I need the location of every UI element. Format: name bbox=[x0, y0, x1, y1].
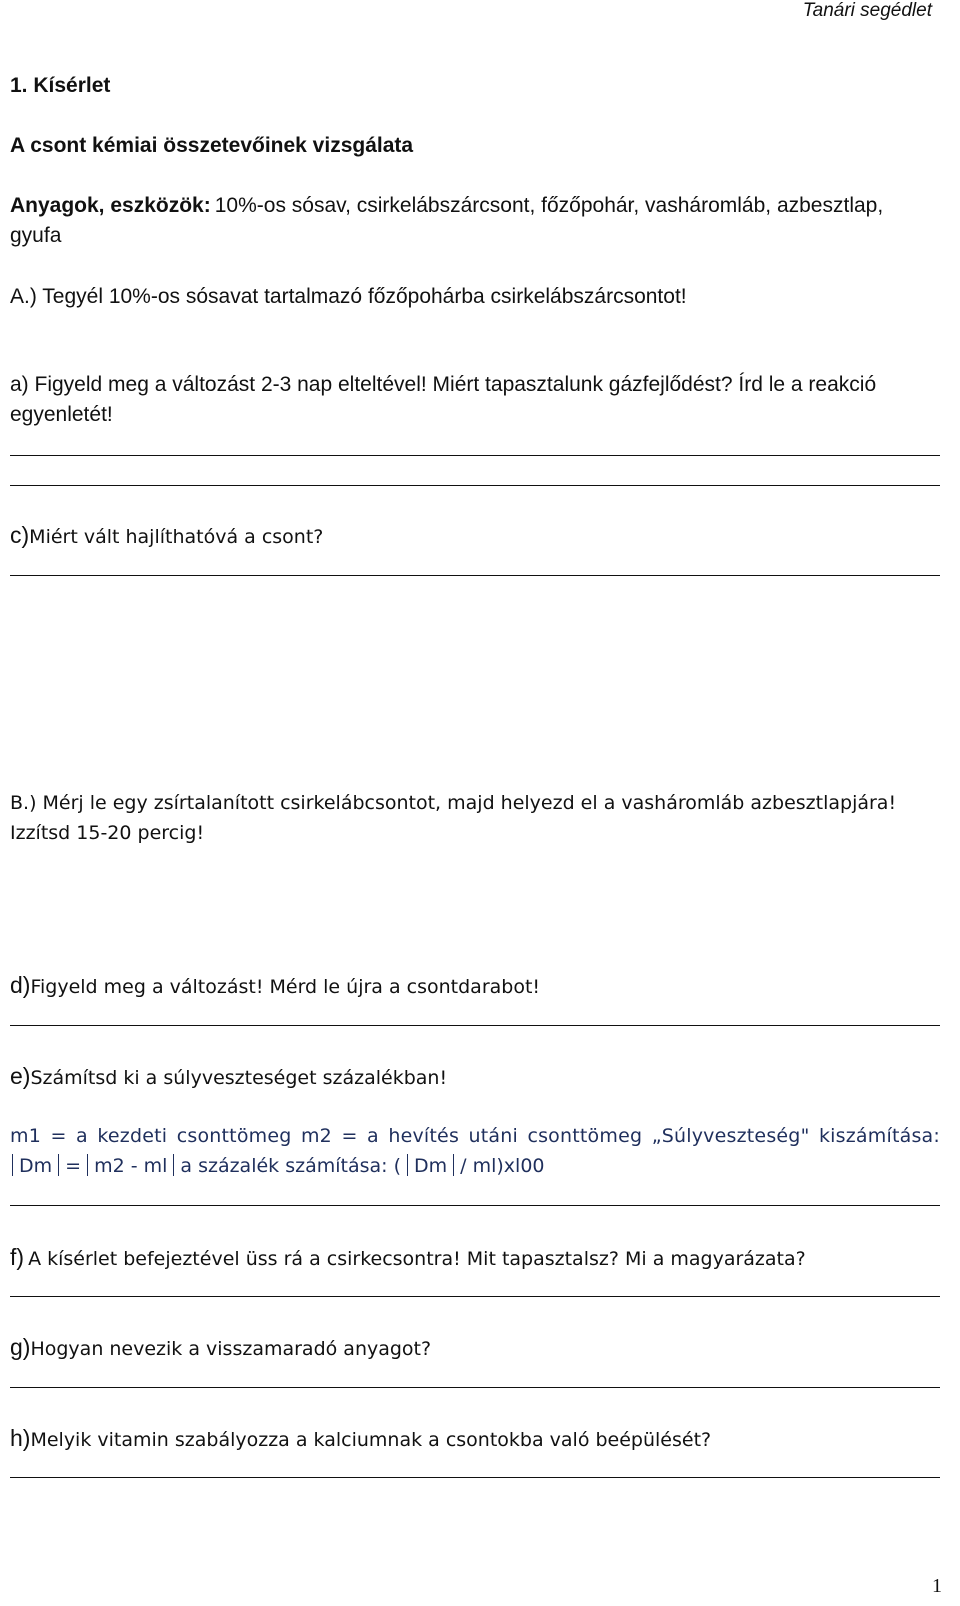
question-e-text: Számítsd ki a súlyveszteséget százalékban! bbox=[30, 1067, 448, 1089]
formula-line2 bbox=[6, 1154, 545, 1177]
question-f-marker: f) bbox=[10, 1244, 25, 1270]
answer-line bbox=[10, 485, 940, 486]
experiment-title: A csont kémiai összetevőinek vizsgálata bbox=[10, 134, 414, 157]
answer-line bbox=[10, 1296, 940, 1297]
materials-text: 10%-os sósav, csirkelábszárcsont, főzőpohár, vasháromláb, azbesztlap, bbox=[214, 194, 884, 217]
formula-tail: / ml)xl00 bbox=[460, 1155, 545, 1177]
answer-line bbox=[10, 1387, 940, 1388]
section-b-instruction-line1: B.) Mérj le egy zsírtalanított csirkelábcsontot, majd helyezd el a vasháromláb azbesztlapjára! bbox=[10, 792, 897, 814]
abs-bar bbox=[58, 1154, 59, 1176]
abs-bar bbox=[407, 1154, 408, 1176]
abs-bar bbox=[173, 1154, 174, 1176]
answer-line bbox=[10, 575, 940, 576]
section-b-instruction-line2: Izzítsd 15-20 percig! bbox=[10, 822, 205, 844]
question-e-marker: e) bbox=[10, 1063, 31, 1089]
question-g bbox=[10, 1334, 431, 1361]
formula-dm2: Dm bbox=[414, 1155, 448, 1177]
question-f-text: A kísérlet befejeztével üss rá a csirkecsontra! Mit tapasztalsz? Mi a magyarázata? bbox=[28, 1248, 806, 1270]
question-g-marker: g) bbox=[10, 1334, 31, 1360]
experiment-number-title: 1. Kísérlet bbox=[10, 74, 111, 97]
page-number: 1 bbox=[932, 1575, 942, 1597]
question-h-marker: h) bbox=[10, 1425, 31, 1451]
abs-bar bbox=[87, 1154, 88, 1176]
formula-m2ml: m2 - ml bbox=[94, 1155, 168, 1177]
materials-paragraph bbox=[10, 194, 940, 218]
question-h-text: Melyik vitamin szabályozza a kalciumnak a csontokba való beépülését? bbox=[30, 1429, 712, 1451]
formula-pct: a százalék számítása: ( bbox=[180, 1155, 402, 1177]
answer-line bbox=[10, 1205, 940, 1206]
abs-bar bbox=[453, 1154, 454, 1176]
question-f bbox=[10, 1244, 806, 1271]
formula-eq: = bbox=[65, 1155, 82, 1177]
question-a-line1: a) Figyeld meg a változást 2-3 nap elteltével! Miért tapasztalunk gázfejlődést? Írd le a reakció bbox=[10, 373, 877, 396]
document-header: Tanári segédlet bbox=[802, 0, 932, 21]
question-h bbox=[10, 1425, 711, 1452]
question-d-text: Figyeld meg a változást! Mérd le újra a csontdarabot! bbox=[30, 976, 541, 998]
question-g-text: Hogyan nevezik a visszamaradó anyagot? bbox=[30, 1338, 432, 1360]
answer-line bbox=[10, 1477, 940, 1478]
materials-label: Anyagok, eszközök: bbox=[10, 194, 211, 217]
materials-text-continued: gyufa bbox=[10, 224, 62, 247]
formula-line1: m1 = a kezdeti csonttömeg m2 = a hevítés utáni csonttömeg „Súlyveszteség" kiszámítása: bbox=[10, 1125, 940, 1147]
question-c-text: Miért vált hajlíthatóvá a csont? bbox=[29, 526, 324, 548]
formula-dm: Dm bbox=[19, 1155, 53, 1177]
question-d bbox=[10, 972, 540, 999]
question-c bbox=[10, 522, 323, 549]
answer-line bbox=[10, 455, 940, 456]
abs-bar bbox=[12, 1154, 13, 1176]
question-c-marker: c) bbox=[10, 522, 30, 548]
answer-line bbox=[10, 1025, 940, 1026]
question-e bbox=[10, 1063, 447, 1090]
question-a-line2: egyenletét! bbox=[10, 403, 113, 426]
question-d-marker: d) bbox=[10, 972, 31, 998]
section-a-instruction: A.) Tegyél 10%-os sósavat tartalmazó főzőpohárba csirkelábszárcsontot! bbox=[10, 285, 687, 308]
